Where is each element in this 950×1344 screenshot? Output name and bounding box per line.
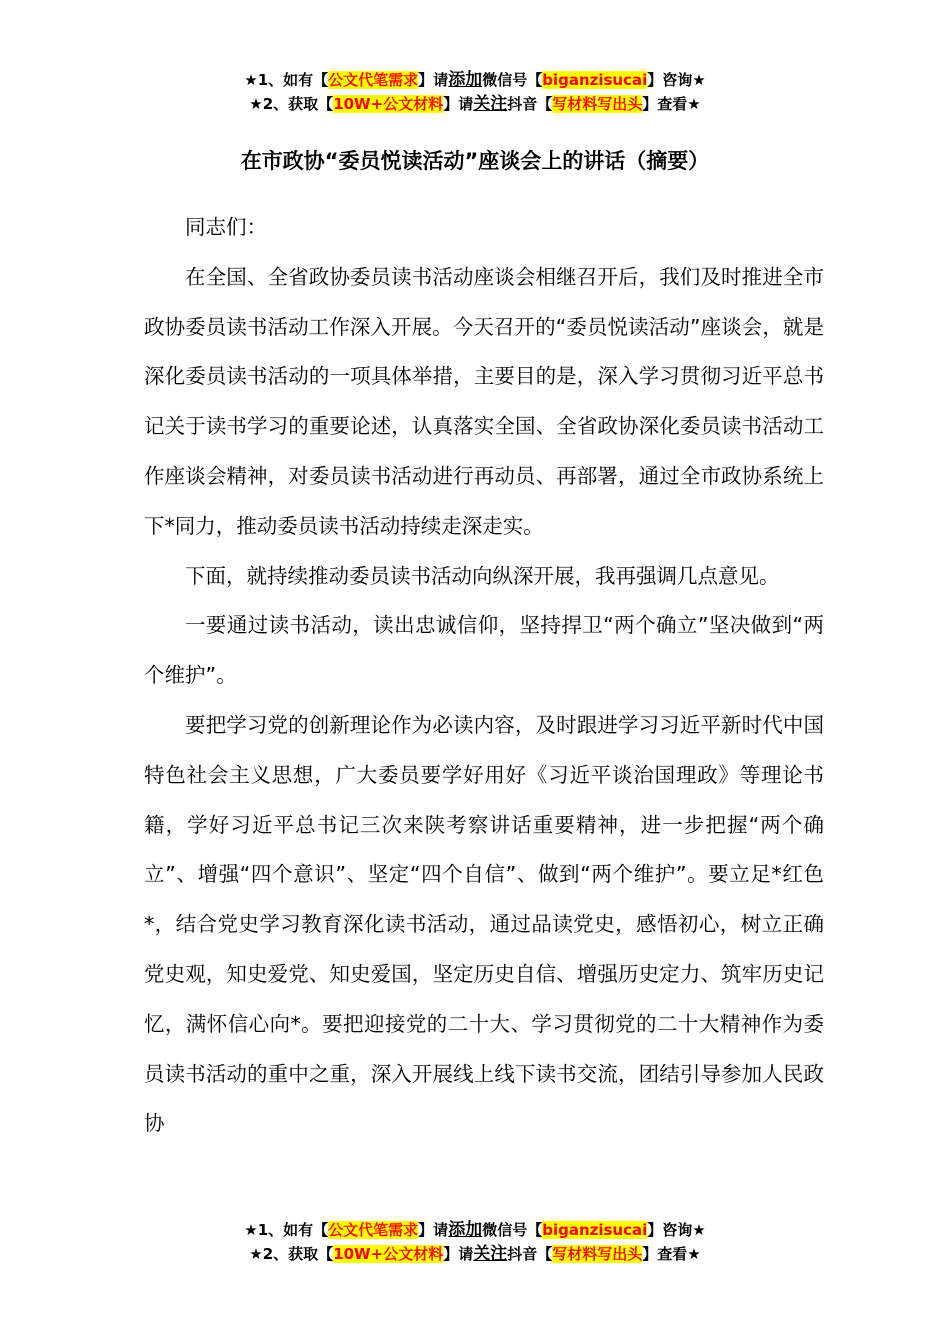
salutation: 同志们： [185,215,267,239]
banner-highlight: biganzisucai [542,1221,648,1239]
banner-text: 】请 [443,95,474,113]
footer-banner-line-2 [0,1242,950,1266]
banner-text: 微信号【 [482,71,543,89]
banner-emphasis: 关注 [473,94,508,114]
banner-highlight: 10W+公文材料 [333,95,444,113]
star-icon: ★ [249,95,263,113]
banner-text: 】查看★ [642,95,701,113]
banner-text: 2、获取【 [262,1245,334,1263]
banner-text: 】请 [418,1221,449,1239]
banner-text: 微信号【 [482,1221,543,1239]
banner-text: 1、如有【 [257,1221,329,1239]
star-icon: ★ [244,1221,258,1239]
banner-text: 抖音【 [507,95,553,113]
banner-text: 】请 [418,71,449,89]
header-banner [0,68,950,116]
banner-text: 1、如有【 [257,71,329,89]
banner-highlight: 公文代笔需求 [328,71,419,89]
banner-text: 抖音【 [507,1245,553,1263]
banner-text: 】请 [443,1245,474,1263]
banner-text: 】咨询★ [647,71,706,89]
banner-text: 】查看★ [642,1245,701,1263]
banner-highlight: 10W+公文材料 [333,1245,444,1263]
star-icon: ★ [249,1245,263,1263]
banner-highlight: biganzisucai [542,71,648,89]
header-banner-line-1 [0,68,950,92]
paragraph: 要把学习党的创新理论作为必读内容，及时跟进学习习近平新时代中国特色社会主义思想，广大委员要学好用好《习近平谈治国理政》等理论书籍，学好习近平总书记三次来陕考察讲话重要精神，进一步把握“两个确立”、增强“四个意识”、坚定“四个自信”、做到“两个维护”。要立足*红色*，结合党史学习教育深化读书活动，通过品读党史，感悟初心，树立正确党史观，知史爱党、知史爱国，坚定历史自信、增强历史定力、筑牢历史记忆，满怀信心向*。要把迎接党的二十大、学习贯彻党的二十大精神作为委员读书活动的重中之重，深入开展线上线下读书交流，团结引导参加人民政协 [144,712,824,1136]
document-body [144,203,824,1149]
star-icon: ★ [244,71,258,89]
paragraph: 在全国、全省政协委员读书活动座谈会相继召开后，我们及时推进全市政协委员读书活动工作深入开展。今天召开的“委员悦读活动”座谈会，就是深化委员读书活动的一项具体举措，主要目的是，深入学习贯彻习近平总书记关于读书学习的重要论述，认真落实全国、全省政协深化委员读书活动工作座谈会精神，对委员读书活动进行再动员、再部署，通过全市政协系统上下*同力，推动委员读书活动持续走深走实。 [144,264,824,538]
footer-banner-line-1 [0,1218,950,1242]
paragraph: 下面，就持续推动委员读书活动向纵深开展，我再强调几点意见。 [185,563,780,588]
banner-text: 】咨询★ [647,1221,706,1239]
banner-highlight: 写材料写出头 [552,95,643,113]
banner-highlight: 写材料写出头 [552,1245,643,1263]
paragraph: 一要通过读书活动，读出忠诚信仰，坚持捍卫“两个确立”坚决做到“两个维护”。 [144,613,824,688]
banner-text: 2、获取【 [262,95,334,113]
document-title: 在市政协“委员悦读活动”座谈会上的讲话（摘要） [240,149,710,173]
header-banner-line-2 [0,92,950,116]
banner-emphasis: 关注 [473,1244,508,1264]
banner-emphasis: 添加 [448,1220,483,1240]
banner-highlight: 公文代笔需求 [328,1221,419,1239]
footer-banner [0,1218,950,1266]
banner-emphasis: 添加 [448,70,483,90]
